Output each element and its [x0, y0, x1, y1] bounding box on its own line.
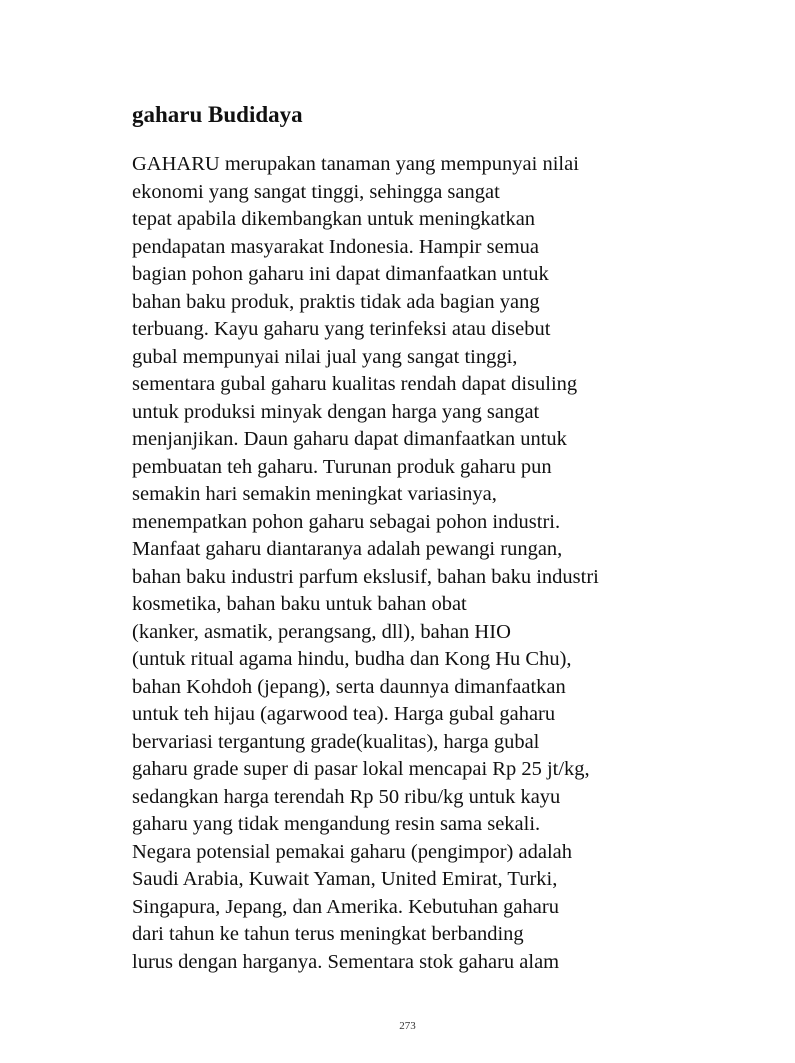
paragraph-line: Negara potensial pemakai gaharu (pengimpor) adalah	[132, 840, 572, 863]
paragraph-line: untuk produksi minyak dengan harga yang sangat	[132, 400, 540, 423]
paragraph-line: menempatkan pohon gaharu sebagai pohon industri.	[132, 510, 561, 533]
paragraph-line: ekonomi yang sangat tinggi, sehingga sangat	[132, 180, 500, 203]
paragraph-line: pembuatan teh gaharu. Turunan produk gaharu pun	[132, 455, 552, 478]
paragraph-line: untuk teh hijau (agarwood tea). Harga gubal gaharu	[132, 703, 556, 725]
paragraph-line: GAHARU merupakan tanaman yang mempunyai nilai	[132, 153, 579, 175]
paragraph-line: bahan Kohdoh (jepang), serta daunnya dimanfaatkan	[132, 675, 566, 698]
paragraph-line: Manfaat gaharu diantaranya adalah pewangi rungan,	[132, 538, 563, 560]
paragraph-line: bahan baku industri parfum ekslusif, bahan baku industri	[132, 565, 599, 588]
paragraph-line: semakin hari semakin meningkat variasinya,	[132, 483, 497, 505]
body-paragraph	[132, 151, 599, 976]
paragraph-line: gaharu grade super di pasar lokal mencapai Rp 25 jt/kg,	[132, 758, 590, 780]
page-title: gaharu Budidaya	[132, 102, 303, 127]
paragraph-line: terbuang. Kayu gaharu yang terinfeksi atau disebut	[132, 318, 551, 340]
paragraph-line: Singapura, Jepang, dan Amerika. Kebutuhan gaharu	[132, 895, 559, 918]
paragraph-line: bagian pohon gaharu ini dapat dimanfaatkan untuk	[132, 263, 549, 285]
paragraph-line: (kanker, asmatik, perangsang, dll), bahan HIO	[132, 620, 511, 643]
paragraph-line: dari tahun ke tahun terus meningkat berbanding	[132, 923, 524, 945]
paragraph-line: kosmetika, bahan baku untuk bahan obat	[132, 593, 467, 615]
paragraph-line: bervariasi tergantung grade(kualitas), harga gubal	[132, 730, 540, 753]
paragraph-line: gubal mempunyai nilai jual yang sangat tinggi,	[132, 345, 518, 368]
paragraph-line: lurus dengan harganya. Sementara stok gaharu alam	[132, 950, 560, 973]
paragraph-line: tepat apabila dikembangkan untuk meningkatkan	[132, 208, 536, 230]
paragraph-line: sementara gubal gaharu kualitas rendah dapat disuling	[132, 373, 578, 395]
paragraph-line: sedangkan harga terendah Rp 50 ribu/kg untuk kayu	[132, 785, 561, 808]
paragraph-line: Saudi Arabia, Kuwait Yaman, United Emirat, Turki,	[132, 868, 558, 890]
page-number: 273	[399, 1020, 416, 1032]
paragraph-line: (untuk ritual agama hindu, budha dan Kong Hu Chu),	[132, 648, 572, 670]
paragraph-line: bahan baku produk, praktis tidak ada bagian yang	[132, 290, 540, 313]
paragraph-line: menjanjikan. Daun gaharu dapat dimanfaatkan untuk	[132, 428, 567, 450]
paragraph-line: pendapatan masyarakat Indonesia. Hampir semua	[132, 235, 539, 258]
paragraph-line: gaharu yang tidak mengandung resin sama sekali.	[132, 813, 541, 835]
